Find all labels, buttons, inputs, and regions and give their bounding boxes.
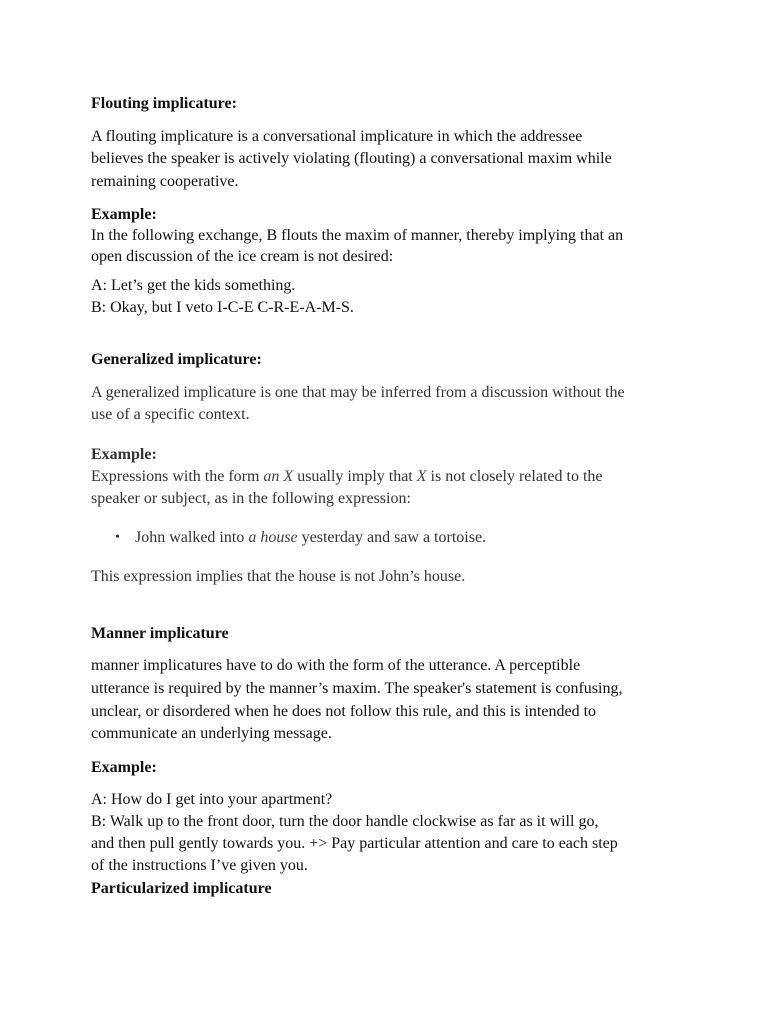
expression-text: Expressions with the form xyxy=(91,468,264,485)
manner-example-label: Example: xyxy=(91,759,157,776)
flouting-heading: Flouting implicature: xyxy=(91,95,237,112)
generalized-expression-line: speaker or subject, as in the following expression: xyxy=(91,490,411,507)
generalized-expression-line xyxy=(91,466,602,488)
manner-definition-line: manner implicatures have to do with the form of the utterance. A perceptible xyxy=(91,657,581,674)
bullet-italic: a house xyxy=(248,529,298,546)
flouting-definition-line: A flouting implicature is a conversational implicature in which the addressee xyxy=(91,128,583,145)
flouting-example-label: Example: xyxy=(91,206,157,223)
manner-definition-line: communicate an underlying message. xyxy=(91,725,332,742)
manner-dialogue-line: B: Walk up to the front door, turn the door handle clockwise as far as it will go, xyxy=(91,813,599,830)
manner-dialogue-line: A: How do I get into your apartment? xyxy=(91,791,333,808)
generalized-example-label: Example: xyxy=(91,446,157,463)
bullet-text-part: John walked into xyxy=(135,529,249,546)
expression-italic: X xyxy=(416,468,427,485)
expression-text: is not closely related to the xyxy=(426,468,603,485)
bullet-text xyxy=(135,527,486,549)
particularized-heading: Particularized implicature xyxy=(91,880,272,897)
expression-italic: an X xyxy=(263,468,294,485)
bullet-dot-icon: • xyxy=(115,530,120,545)
generalized-definition-line: use of a specific context. xyxy=(91,406,250,423)
expression-text: usually imply that xyxy=(293,468,417,485)
flouting-dialogue-line: A: Let’s get the kids something. xyxy=(91,277,296,294)
manner-definition-line: utterance is required by the manner’s maxim. The speaker's statement is confusing, xyxy=(91,680,623,697)
manner-heading: Manner implicature xyxy=(91,625,229,642)
manner-definition-line: unclear, or disordered when he does not follow this rule, and this is intended to xyxy=(91,703,597,720)
generalized-heading: Generalized implicature: xyxy=(91,351,262,368)
flouting-example-intro-line: open discussion of the ice cream is not desired: xyxy=(91,248,394,265)
bullet-text-part: yesterday and saw a tortoise. xyxy=(297,529,487,546)
flouting-definition-line: believes the speaker is actively violating (flouting) a conversational maxim while xyxy=(91,150,612,167)
manner-dialogue-line: of the instructions I’ve given you. xyxy=(91,857,308,874)
flouting-dialogue-line: B: Okay, but I veto I-C-E C-R-E-A-M-S. xyxy=(91,299,354,316)
flouting-definition-line: remaining cooperative. xyxy=(91,173,239,190)
flouting-example-intro-line: In the following exchange, B flouts the maxim of manner, thereby implying that an xyxy=(91,227,624,244)
generalized-definition-line: A generalized implicature is one that may be inferred from a discussion without the xyxy=(91,384,625,401)
generalized-conclusion: This expression implies that the house is not John’s house. xyxy=(91,568,466,585)
manner-dialogue-line: and then pull gently towards you. +> Pay particular attention and care to each step xyxy=(91,835,618,852)
